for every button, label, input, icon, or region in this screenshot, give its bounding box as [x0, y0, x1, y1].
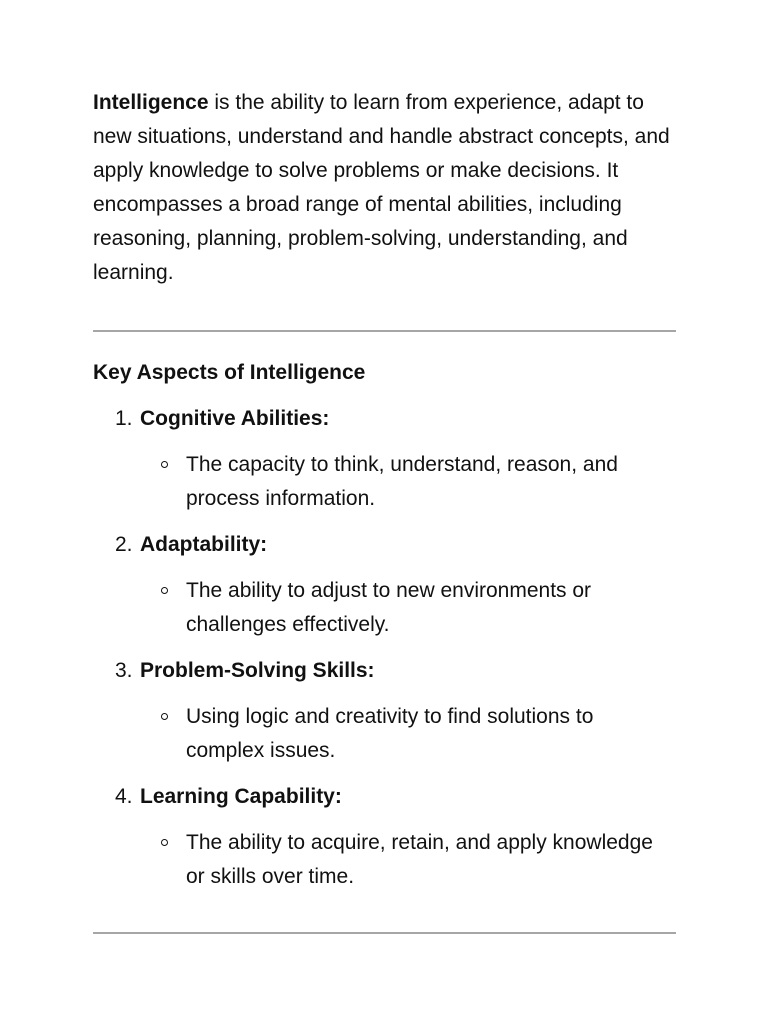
- list-item: [93, 654, 676, 768]
- aspect-description: [93, 700, 656, 768]
- list-item: [93, 780, 676, 894]
- aspect-number: 1.: [115, 407, 133, 430]
- aspect-description-text: The capacity to think, understand, reason, and process information.: [186, 453, 618, 510]
- aspect-number: 4.: [115, 785, 133, 808]
- aspect-number: 2.: [115, 533, 133, 556]
- divider-top: [93, 330, 676, 332]
- aspect-title-text: Problem-Solving Skills:: [140, 659, 375, 682]
- list-item: [93, 402, 676, 516]
- list-item: [93, 528, 676, 642]
- intro-paragraph: [93, 86, 676, 290]
- aspect-description: [93, 574, 656, 642]
- aspects-list: [93, 402, 676, 894]
- hollow-circle-bullet-icon: [161, 839, 168, 846]
- document-page: [93, 86, 676, 934]
- intro-text: is the ability to learn from experience, adapt to new situations, understand and handle abstract concepts, and apply knowledge to solve problems or make decisions. It encompasses a broad range of mental abilities, including reasoning, planning, problem-solving, understanding, and learning.: [93, 91, 670, 284]
- section-heading: Key Aspects of Intelligence: [93, 361, 366, 384]
- aspect-title-text: Cognitive Abilities:: [140, 407, 330, 430]
- aspect-description-text: The ability to adjust to new environments or challenges effectively.: [186, 579, 592, 636]
- hollow-circle-bullet-icon: [161, 713, 168, 720]
- aspect-title: [93, 654, 676, 688]
- aspect-description-text: Using logic and creativity to find solutions to complex issues.: [186, 705, 594, 762]
- intro-term: Intelligence: [93, 91, 209, 114]
- aspect-number: 3.: [115, 659, 133, 682]
- aspect-title-text: Learning Capability:: [140, 785, 342, 808]
- hollow-circle-bullet-icon: [161, 461, 168, 468]
- aspect-description: [93, 448, 656, 516]
- hollow-circle-bullet-icon: [161, 587, 168, 594]
- aspect-description-text: The ability to acquire, retain, and apply knowledge or skills over time.: [186, 831, 653, 888]
- aspect-title: [93, 780, 676, 814]
- aspect-description: [93, 826, 656, 894]
- divider-bottom: [93, 932, 676, 934]
- aspect-title: [93, 402, 676, 436]
- aspect-title: [93, 528, 676, 562]
- aspect-title-text: Adaptability:: [140, 533, 268, 556]
